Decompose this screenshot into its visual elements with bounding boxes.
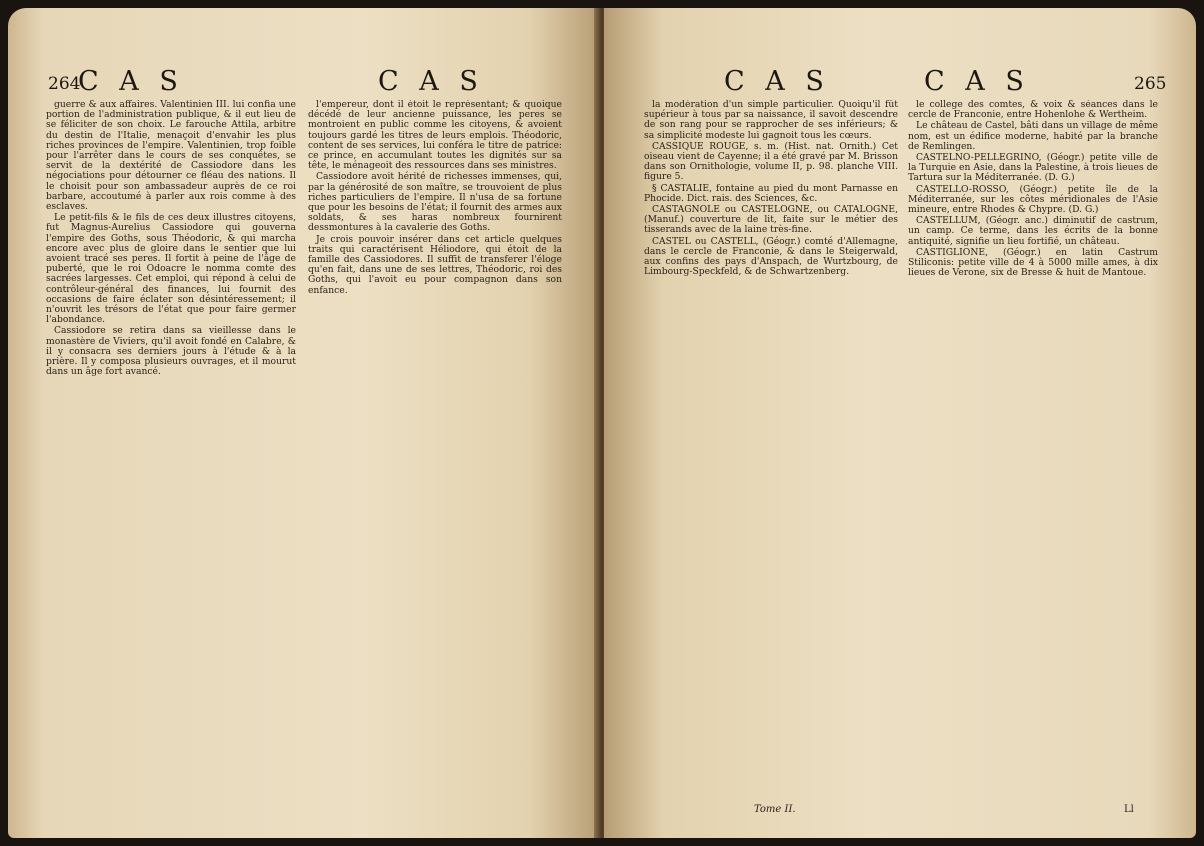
running-head-left: C A S <box>78 66 184 97</box>
paragraph: Le petit-fils & le fils de ces deux illustres citoyens, fut Magnus-Aurelius Cassiodore qui gouverna l'empire des Goths, sous Théodoric, & qui marcha encore avec plus de gloire dans le sentier que lui avoient tracé ses peres. Il fortit à peine de l'âge de puberté, que le roi Odoacre le nomma comte des sacrées largesses. Cet emploi, qui répond à celui de contrôleur-général des finances, lui fournit des occasions de faire éclater son désintéressement; il n'ouvrit les trésors de l'état que pour faire germer l'abondance. <box>46 212 296 326</box>
catchword: Ll <box>1124 804 1134 815</box>
running-head-left-2: C A S <box>378 66 484 97</box>
right-column-1 <box>644 100 898 800</box>
paragraph: CASTELLUM, (Géogr. anc.) diminutif de castrum, un camp. Ce terme, dans les écrits de la bonne antiquité, signifie un lieu fortifié, un château. <box>908 215 1158 247</box>
paragraph: Cassiodore avoit hérité de richesses immenses, qui, par la générosité de son maître, se trouvoient de plus riches particuliers de l'empire. Il n'usa de sa fortune que pour les besoins de l'état; il fournit des armes aux soldats, & ses haras nombreux fournirent dessmontures à la cavalerie des Goths. <box>308 171 562 234</box>
page-number-right: 265 <box>1134 74 1167 94</box>
open-book <box>8 8 1196 838</box>
running-head-right: C A S <box>724 66 830 97</box>
paragraph: l'empereur, dont il étoit le représentant; & quoique décédé de leur ancienne puissance, les peres se montroient en public comme les citoyens, & avoient toujours gardé les titres de leurs emplois. Théodoric, content de ses services, lui conféra le titre de patrice: ce prince, en accumulant toutes les dignités sur sa tête, le ménageoit des ressources dans ses ministres. <box>308 100 562 172</box>
paragraph: CASSIQUE ROUGE, s. m. (Hist. nat. Ornith.) Cet oiseau vient de Cayenne; il a été gravé par M. Brisson dans son Ornithologie, volume II, p. 98. planche VIII. figure 5. <box>644 140 898 183</box>
running-head-right-2: C A S <box>924 66 1030 97</box>
paragraph: § CASTALIE, fontaine au pied du mont Parnasse en Phocide. Dict. rais. des Sciences, &c. <box>644 182 898 204</box>
paragraph: Cassiodore se retira dans sa vieillesse dans le monastère de Viviers, qu'il avoit fondé en Calabre, & il y consacra ses derniers jours à l'étude & à la prière. Il y composa plusieurs ouvrages, et il mourut dans un âge fort avancé. <box>46 325 296 378</box>
left-column-2 <box>308 100 562 800</box>
left-column-1 <box>46 100 296 800</box>
paragraph: CASTELLO-ROSSO, (Géogr.) petite île de la Méditerranée, sur les côtes méridionales de l'Asie mineure, entre Rhodes & Chypre. (D. G.) <box>908 183 1158 216</box>
paragraph: CASTEL ou CASTELL, (Géogr.) comté d'Allemagne, dans le cercle de Franconie, & dans le Steigerwald, aux confins des pays d'Anspach, de Wurtzbourg, de Limbourg-Speckfeld, & de Schwartzenberg. <box>644 235 898 278</box>
paragraph: la modération d'un simple particulier. Quoiqu'il fût supérieur à tous par sa naissance, il savoit descendre de son rang pour se rapprocher de ses inférieurs; & sa simplicité modeste lui gagnoit tous les cœurs. <box>644 100 898 141</box>
paragraph: CASTIGLIONE, (Géogr.) en latin Castrum Stiliconis: petite ville de 4 à 5000 mille ames, à dix lieues de Verone, six de Bresse & huit de Mantoue. <box>908 246 1158 279</box>
paragraph: Je crois pouvoir insérer dans cet article quelques traits qui caractérisent Héliodore, qui étoit de la famille des Cassiodores. Il suffit de transferer l'éloge qu'en fait, dans une de ses lettres, Théodoric, roi des Goths, qui l'avoit eu pour compagnon dans son enfance. <box>308 233 562 296</box>
page-number-left: 264 <box>48 74 81 94</box>
paragraph: Le château de Castel, bâti dans un village de même nom, est un édifice moderne, habité par la branche de Remlingen. <box>908 120 1158 152</box>
signature-mark: Tome II. <box>754 804 796 815</box>
paragraph: le college des comtes, & voix & séances dans le cercle de Franconie, entre Hohenlohe & Wertheim. <box>908 100 1158 121</box>
right-column-2 <box>908 100 1158 800</box>
right-page <box>604 8 1196 838</box>
paragraph: guerre & aux affaires. Valentinien III. lui confia une portion de l'administration publique, & il eut lieu de se féliciter de son choix. Le farouche Attila, arbitre du destin de l'Italie, menaçoit d'envahir les plus riches provinces de l'empire. Valentinien, trop foible pour l'arrêter dans le cours de ses conquêtes, se servit de la dextérité de Cassiodore dans les négociations pour détourner ce fléau des nations. Il le choisit pour son ambassadeur auprès de ce roi barbare, accoutumé à parler aux rois comme à des esclaves. <box>46 100 296 213</box>
left-page <box>8 8 600 838</box>
paragraph: CASTELNO-PELLEGRINO, (Géogr.) petite ville de la Turquie en Asie, dans la Palestine, à trois lieues de Tartura sur la Méditerranée. (D. G.) <box>908 152 1158 184</box>
paragraph: CASTAGNOLE ou CASTELOGNE, ou CATALOGNE, (Manuf.) couverture de lit, faite sur le métier des tisserands avec de la laine très-fine. <box>644 204 898 236</box>
